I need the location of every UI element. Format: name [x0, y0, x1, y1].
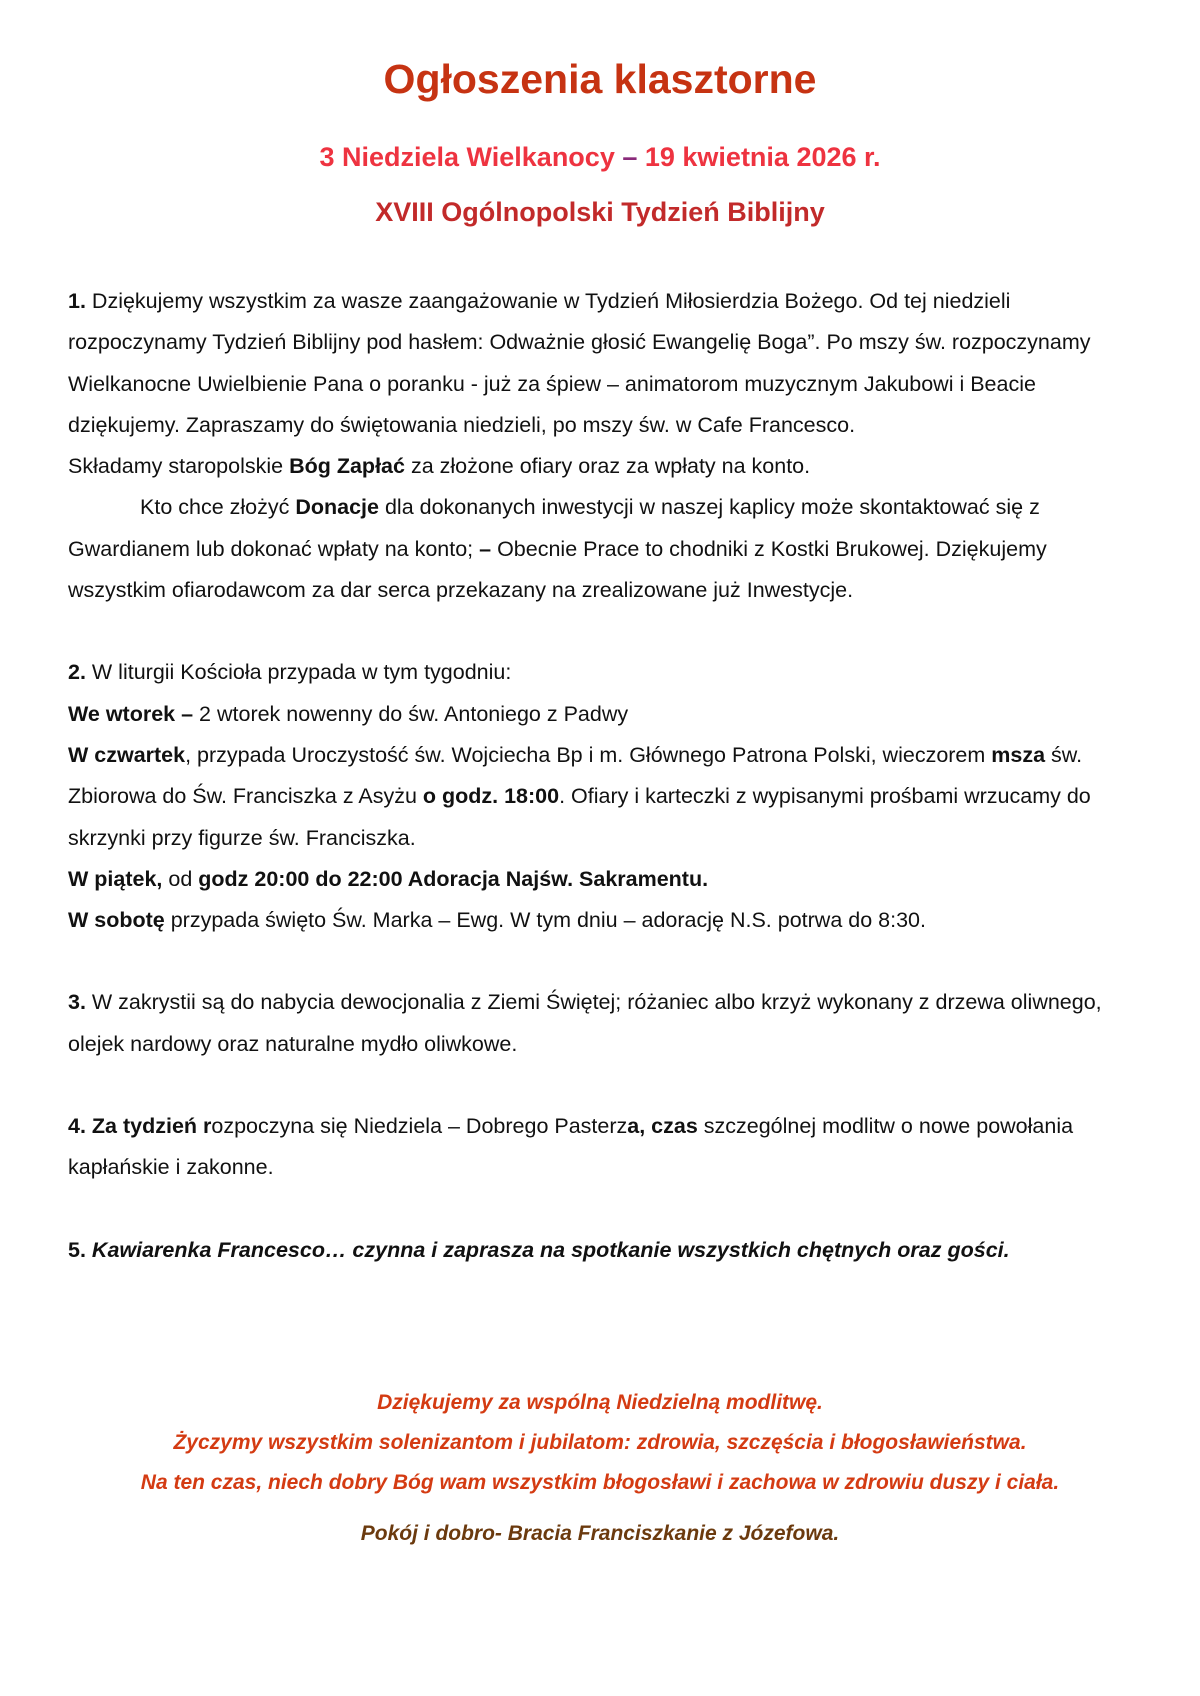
text: przypada święto Św. Marka – Ewg. W tym dniu – adorację N.S. potrwa do 8:30. [164, 908, 926, 933]
text: Kto chce złożyć [140, 495, 296, 520]
text: W zakrystii są do nabycia dewocjonalia z Ziemi Świętej; różaniec albo krzyż wykonany z drzewa oliwnego, olejek nardowy oraz naturalne mydło oliwkowe. [68, 990, 1102, 1056]
bold-text: godz 20:00 do 22:00 Adoracja Najśw. Sakramentu. [198, 866, 709, 891]
announcement-number: 3. [68, 990, 86, 1015]
announcement-1-paragraph [68, 281, 1143, 446]
bold-text: – [479, 536, 492, 561]
text: W liturgii Kościoła przypada w tym tygodniu: [85, 660, 512, 685]
closing-line-3: Na ten czas, niech dobry Bóg wam wszystkim błogosławi i zachowa w zdrowiu duszy i ciała. [140, 1471, 1060, 1494]
text: dla dokonanych inwestycji w naszej kaplicy może skontaktować się z Gwardianem lub dokonać wpłaty na konto; [68, 495, 1040, 561]
page-subtitle-date [0, 142, 1200, 173]
text: od [162, 866, 199, 891]
text: , przypada Uroczystość św. Wojciecha Bp i m. Głównego Patrona Polski, wieczorem [185, 742, 992, 767]
announcement-4 [68, 1106, 1143, 1189]
announcement-3-paragraph [68, 982, 1143, 1065]
text: za złożone ofiary oraz za wpłaty na konto. [404, 454, 811, 479]
text: św. Zbiorowa do Św. Franciszka z Asyżu [68, 742, 1083, 809]
spacer [68, 1065, 1143, 1106]
closing-line-2: Życzymy wszystkim solenizantom i jubilatom: zdrowia, szczęścia i błogosławieństwa. [173, 1431, 1027, 1454]
bold-text: msza [991, 742, 1046, 767]
thursday-line [68, 735, 1143, 859]
spacer [68, 1189, 1143, 1230]
subtitle-date-part2: 19 kwietnia 2026 r. [637, 142, 881, 172]
signature: Pokój i dobro- Bracia Franciszkanie z Józefowa. [360, 1522, 840, 1545]
bold-text: Bóg Zapłać [289, 454, 405, 479]
bold-text: W czwartek [68, 742, 186, 767]
subtitle-dash: – [622, 142, 638, 172]
bold-text: Donacje [295, 495, 379, 520]
announcement-1 [68, 281, 1143, 611]
announcement-2 [68, 652, 1143, 941]
announcement-number: 2. [68, 660, 86, 685]
spacer [68, 611, 1143, 652]
text: 2 wtorek nowenny do św. Antoniego z Padwy [193, 701, 629, 726]
tuesday-line [68, 694, 1143, 735]
bold-text: W sobotę [68, 908, 165, 933]
bold-text: o godz. 18:00 [422, 784, 560, 809]
friday-line [68, 859, 1143, 900]
announcement-number: 5. [68, 1237, 86, 1262]
announcement-5-paragraph [68, 1230, 1143, 1271]
announcement-5 [68, 1230, 1143, 1271]
text: Składamy staropolskie [68, 454, 290, 479]
text: ozpoczyna się Niedziela – Dobrego Pasterz [211, 1114, 628, 1139]
closing-line-1: Dziękujemy za wspólną Niedzielną modlitwę. [377, 1391, 823, 1414]
announcement-2-intro [68, 652, 1143, 693]
italic-text: Kawiarenka Francesco… czynna i zaprasza na spotkanie wszystkich chętnych oraz gości. [85, 1237, 1010, 1262]
text: szczególnej modlitw o nowe powołania kapłańskie i zakonne. [68, 1114, 1074, 1180]
announcement-3 [68, 982, 1143, 1065]
subtitle-date-part1: 3 Niedziela Wielkanocy [319, 142, 623, 172]
page-subtitle-event: XVIII Ogólnopolski Tydzień Biblijny [375, 197, 825, 227]
text: . Ofiary i karteczki z wypisanymi prośbami wrzucamy do skrzynki przy figurze św. Franciszka. [68, 784, 1091, 850]
announcement-1-thanks [68, 446, 1143, 487]
closing-wishes [0, 1383, 1200, 1503]
saturday-line [68, 900, 1143, 941]
announcement-4-paragraph [68, 1106, 1143, 1189]
page-title: Ogłoszenia klasztorne [383, 56, 817, 102]
announcements-body [68, 281, 1143, 1271]
announcement-text: Dziękujemy wszystkim za wasze zaangażowanie w Tydzień Miłosierdzia Bożego. Od tej niedzieli rozpoczynamy Tydzień Biblijny pod hasłem: Odważnie głosić Ewangelię Boga”. Po mszy św. rozpoczynamy Wielkanocne Uwielbienie Pana o poranku - już za śpiew – animatorom muzycznym Jakubowi i Beacie dziękujemy. Zapraszamy do świętowania niedzieli, po mszy św. w Cafe Francesco. [68, 289, 1091, 437]
text: Obecnie Prace to chodniki z Kostki Brukowej. Dziękujemy wszystkim ofiarodawcom za dar serca przekazany na zrealizowane już Inwestycje. [68, 536, 1047, 603]
bold-text: We wtorek – [68, 701, 194, 726]
spacer [68, 941, 1143, 982]
announcement-1-donations [68, 487, 1143, 611]
announcement-number: 1. [68, 289, 86, 313]
bold-text: a, czas [627, 1114, 698, 1139]
announcement-number: 4. Za tydzień r [68, 1114, 212, 1139]
bold-text: W piątek, [68, 866, 163, 891]
